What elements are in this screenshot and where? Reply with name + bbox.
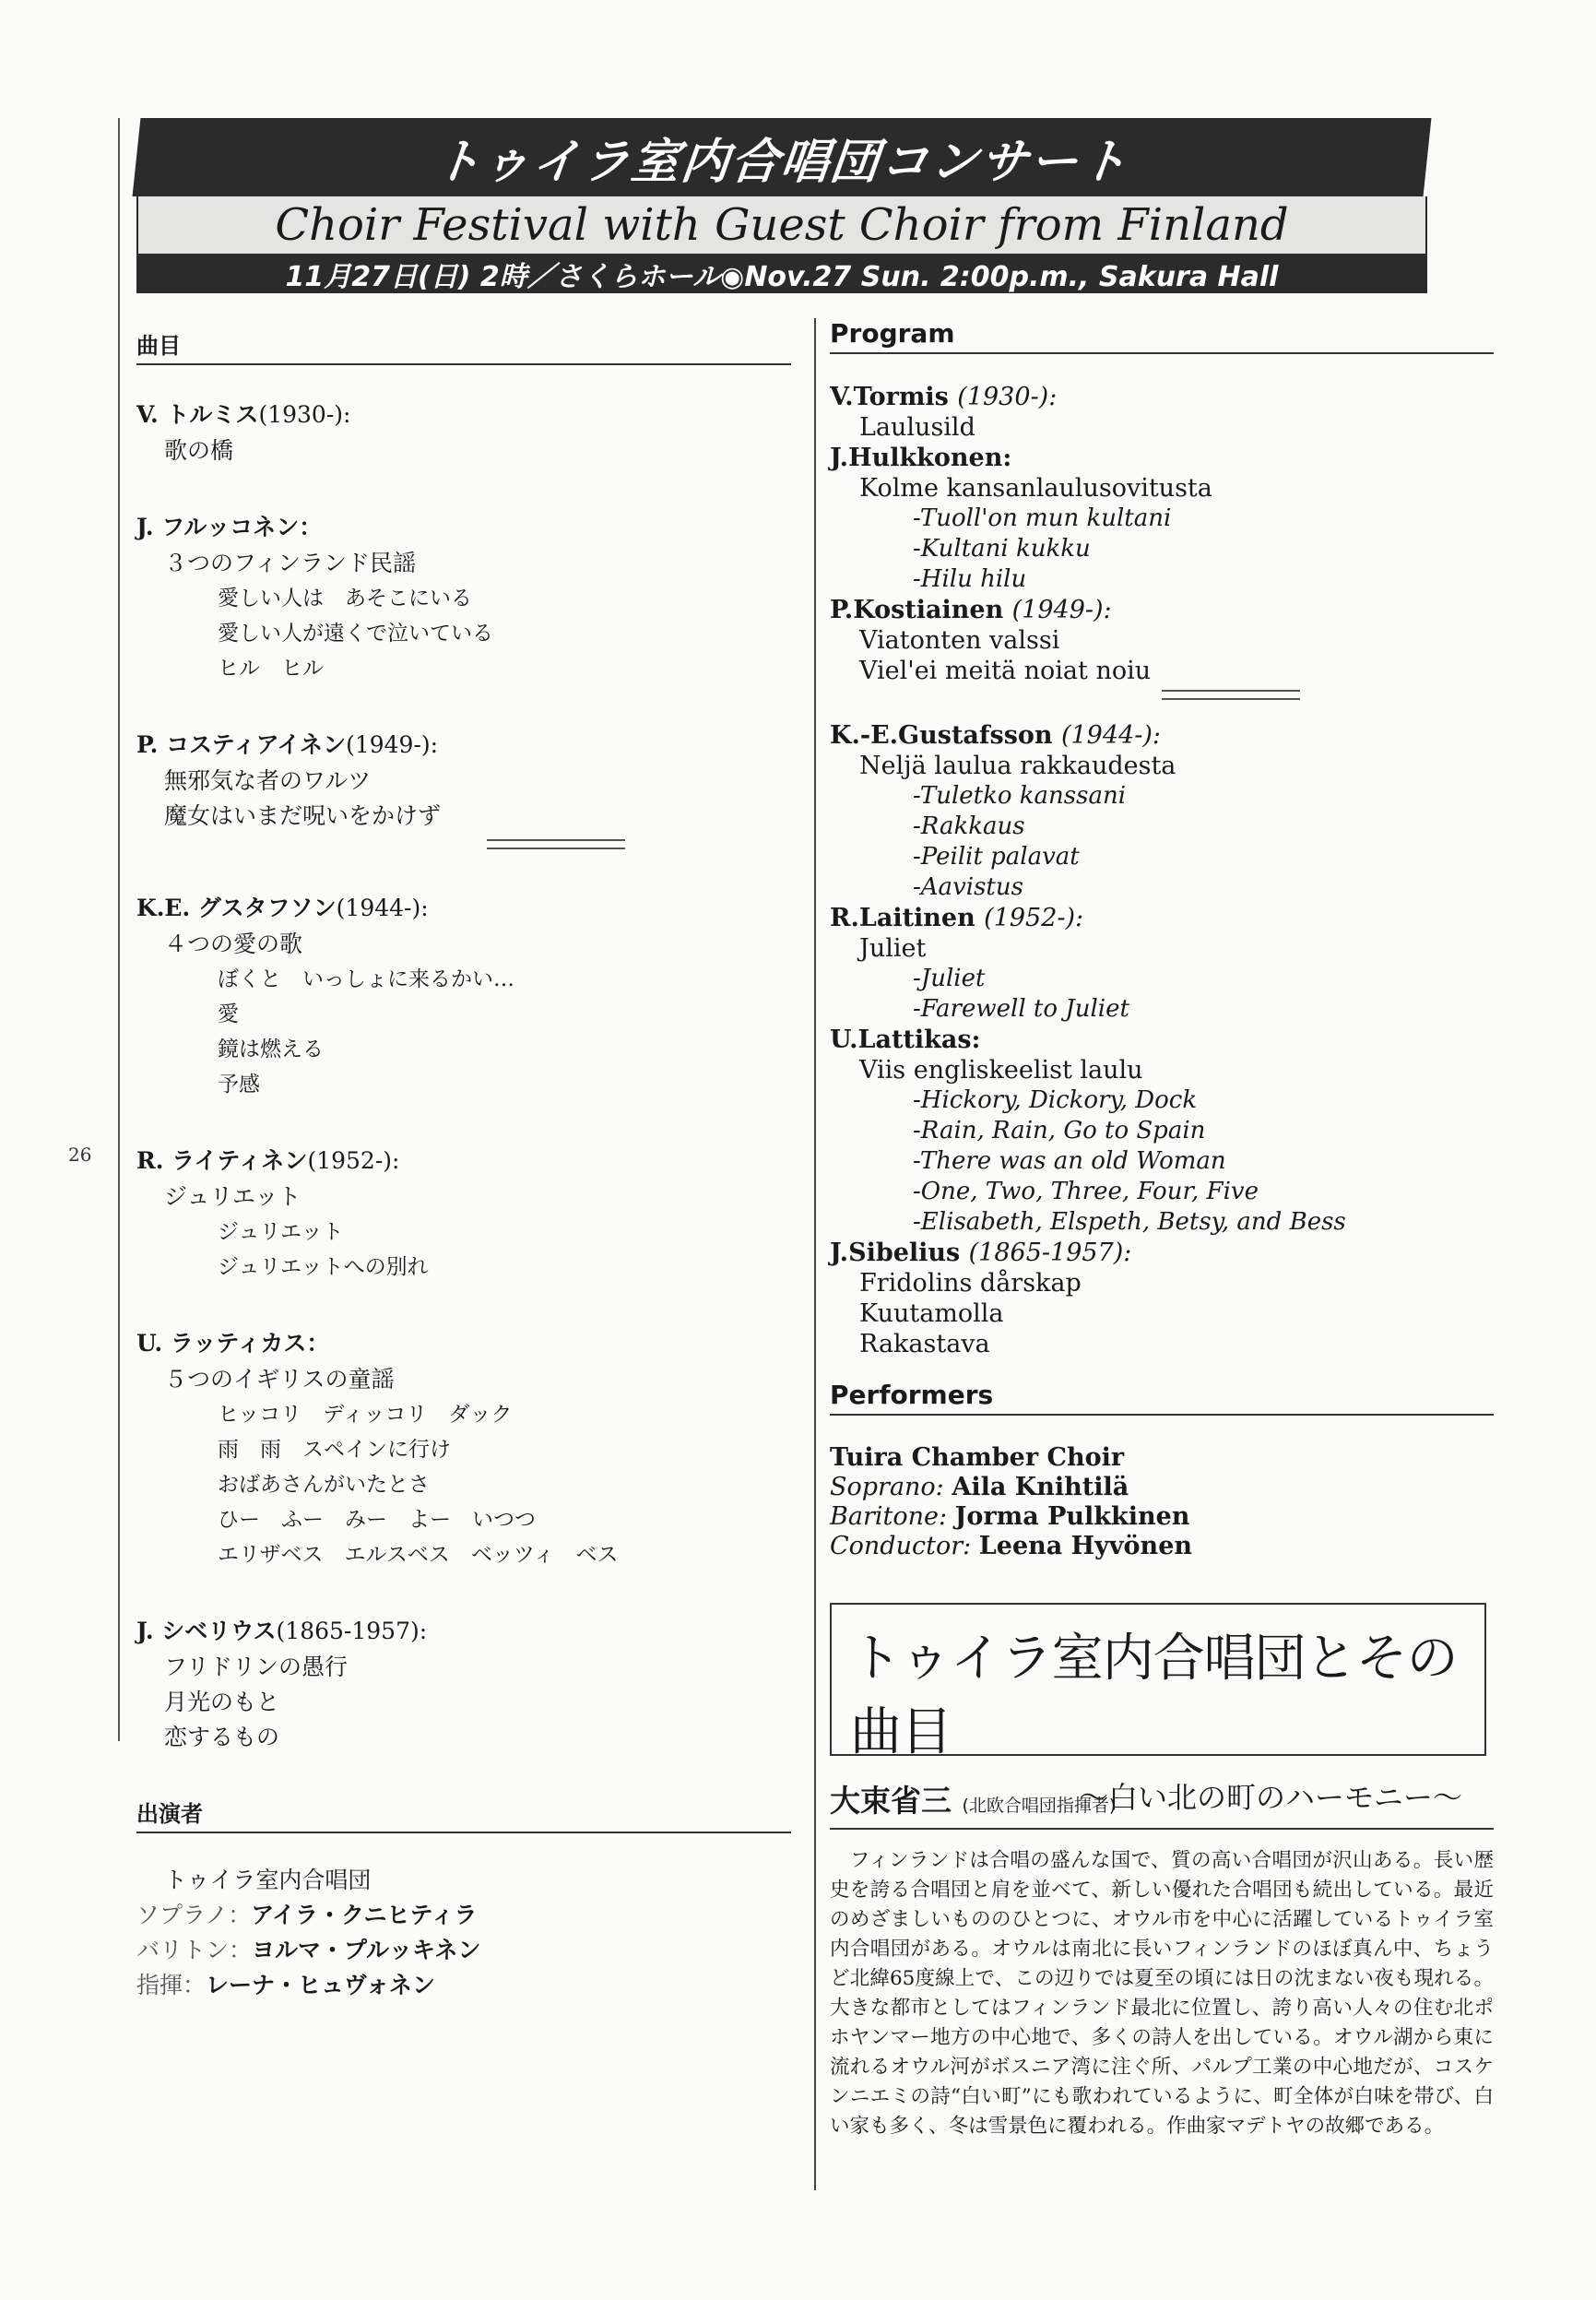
movement-title-ja: エリザベス エルスベス ベッツィ ベス [218, 1543, 619, 1567]
composer-years-en: (1949-): [1011, 596, 1112, 624]
article-subtitle: 〜白い北の町のハーモニー〜 [1078, 1780, 1462, 1815]
composer-years-ja: (1930-): [258, 401, 351, 428]
work-title-en: Laulusild [859, 413, 975, 442]
composer-name-ja: K.E. グスタフソン [136, 895, 337, 921]
work-title-en: Kolme kansanlaulusovitusta [859, 474, 1212, 503]
movement-title-en: -There was an old Woman [913, 1147, 1226, 1175]
composer-name-en: V.Tormis [830, 383, 958, 411]
composer-en [830, 382, 1494, 412]
movement-title-en: -Peilit palavat [913, 843, 1080, 871]
banner-title-ja: トゥイラ室内合唱団コンサート [430, 135, 1132, 190]
movement-title-ja: ジュリエットへの別れ [218, 1255, 429, 1279]
work-title-ja: 無邪気な者のワルツ [164, 767, 372, 794]
performer-line-en [830, 1473, 1494, 1502]
composer-ja [136, 890, 791, 927]
work-title-en: Viel'ei meitä noiat noiu [859, 657, 1152, 685]
movement-title-ja: 予感 [218, 1073, 260, 1097]
performers-heading-ja: 出演者 [136, 1796, 791, 1833]
movement-title-ja: 愛 [218, 1002, 239, 1026]
work-title-en: Neljä laulua rakkaudesta [859, 752, 1176, 780]
composer-years-en: (1865-1957): [968, 1239, 1132, 1267]
author-name: 大束省三 [830, 1783, 952, 1819]
performer-role-en: Baritone: [830, 1502, 955, 1531]
composer-en [830, 1238, 1494, 1268]
composer-name-ja: P. コスティアイネン [136, 731, 347, 758]
composer-name-en: R.Laitinen [830, 904, 985, 932]
movement-title-en: -Rain, Rain, Go to Spain [913, 1117, 1206, 1144]
double-rule [487, 839, 625, 849]
movement-title-en: -Hickory, Dickory, Dock [913, 1086, 1198, 1114]
performer-name-en: Aila Knihtilä [952, 1473, 1129, 1501]
composer-years-ja: (1944-): [336, 895, 429, 921]
movement-title-en: -Kultani kukku [913, 535, 1091, 563]
composer-ja [136, 509, 791, 546]
program-entry-ja [136, 509, 791, 686]
composer-years-ja: (1952-): [307, 1147, 400, 1174]
performer-line-en [830, 1502, 1494, 1532]
article-body: フィンランドは合唱の盛んな国で、質の高い合唱団が沢山ある。長い歴史を誇る合唱団と肩を並べて、新しい優れた合唱団も続出している。最近のめざましいもののひとつに、オウル市を中心に活躍しているトゥイラ室内合唱団がある。オウルは南北に長いフィンランドのほぼ真ん中、ちょうど北緯65度線上で、この辺りでは夏至の頃には日の沈まない夜も現れる。大きな都市としてはフィンランド最北に位置し、誇り高い人々の住む北ポホヤンマー地方の中心地で、多くの詩人を出している。オウル湖から東に流れるオウル河がボスニア湾に注ぐ所、パルプ工業の中心地だが、コスケンニエミの詩“白い町”にも歌われているように、町全体が白味を帯び、白い家も多く、冬は雪景色に覆われる。作曲家マデトヤの故郷である。 [830, 1828, 1494, 2141]
program-entry-ja [136, 1143, 791, 1285]
program-entries-en [830, 382, 1494, 1359]
composer-en [830, 443, 1494, 473]
program-entry-ja [136, 1325, 791, 1572]
work-title-ja: 歌の橋 [164, 437, 234, 464]
composer-en [830, 903, 1494, 933]
performers-list-en [830, 1473, 1494, 1561]
work-title-en: Rakastava [859, 1330, 990, 1358]
performers-list-ja [136, 1898, 791, 2003]
banner-title-en: Choir Festival with Guest Choir from Finland [275, 199, 1289, 251]
performer-role-ja: 指揮： [136, 1972, 207, 1998]
movement-title-en: -Aavistus [913, 873, 1023, 901]
performer-line-ja [136, 1898, 791, 1933]
composer-name-ja: V. トルミス [136, 401, 259, 428]
performer-line-en [830, 1532, 1494, 1561]
performer-line-ja [136, 1968, 791, 2003]
composer-name-en: P.Kostiainen [830, 596, 1012, 624]
column-divider [814, 318, 816, 2190]
program-entry-ja [136, 890, 791, 1102]
banner-date-line: 11月27日(日) 2時／さくらホール◉Nov.27 Sun. 2:00p.m., Sakura Hall [285, 260, 1279, 293]
performer-name-en: Leena Hyvönen [978, 1532, 1192, 1560]
program-entries-ja [136, 397, 791, 1755]
movement-title-ja: ヒル ヒル [218, 657, 324, 681]
composer-name-en: J.Sibelius [830, 1239, 969, 1267]
page-number: 26 [68, 1144, 92, 1166]
work-title-ja: 月光のもと [164, 1689, 280, 1715]
movement-title-ja: 愛しい人が遠くで泣いている [218, 622, 493, 646]
work-title-ja: ジュリエット [164, 1183, 301, 1210]
composer-ja [136, 1143, 791, 1180]
double-rule [1162, 690, 1300, 700]
performer-role-en: Soprano: [830, 1473, 952, 1501]
movement-title-ja: ぼくと いっしょに来るかい… [218, 967, 514, 991]
movement-title-ja: おばあさんがいたとさ [218, 1473, 430, 1497]
performer-name-ja: アイラ・クニヒティラ [251, 1902, 478, 1928]
composer-name-ja: U. ラッティカス： [136, 1330, 330, 1357]
movement-title-en: -Hilu hilu [913, 565, 1027, 593]
left-margin-rule [118, 118, 120, 1741]
composer-ja [136, 397, 791, 433]
composer-name-en: U.Lattikas: [830, 1026, 981, 1054]
work-title-ja: ５つのイギリスの童謡 [164, 1366, 395, 1393]
choir-name-ja: トゥイラ室内合唱団 [164, 1867, 372, 1893]
composer-years-ja: (1865-1957): [276, 1618, 428, 1644]
movement-title-en: -Farewell to Juliet [913, 995, 1129, 1023]
article-title: トゥイラ室内合唱団とその曲目 [850, 1629, 1458, 1762]
work-title-en: Viatonten valssi [859, 626, 1060, 655]
work-title-ja: ３つのフィンランド民謡 [164, 550, 417, 576]
movement-title-en: -Rakkaus [913, 812, 1025, 840]
article-author [830, 1777, 1116, 1820]
performer-role-ja: ソプラノ： [136, 1902, 252, 1928]
concert-banner [136, 118, 1427, 293]
movement-title-ja: 鏡は燃える [218, 1037, 324, 1061]
composer-ja [136, 1613, 791, 1650]
composer-years-en: (1930-): [957, 383, 1058, 411]
movement-title-en: -Tuletko kanssani [913, 782, 1127, 810]
work-title-en: Fridolins dårskap [859, 1269, 1082, 1298]
performer-name-ja: レーナ・ヒュヴォネン [206, 1972, 436, 1998]
composer-ja [136, 1325, 791, 1362]
work-title-en: Viis engliskeelist laulu [859, 1056, 1143, 1085]
performers-heading-en: Performers [830, 1380, 1494, 1416]
program-en [830, 318, 1494, 1561]
composer-years-en: (1944-): [1060, 721, 1161, 750]
movement-title-ja: ジュリエット [218, 1220, 344, 1244]
program-entry-ja [136, 727, 791, 849]
performer-line-ja [136, 1933, 791, 1968]
work-title-ja: ４つの愛の歌 [164, 931, 303, 957]
program-entry-ja [136, 397, 791, 468]
program-heading-ja: 曲目 [136, 327, 791, 365]
work-title-en: Juliet [859, 934, 927, 963]
movement-title-en: -Tuoll'on mun kultani [913, 504, 1172, 532]
composer-name-ja: R. ライティネン [136, 1147, 308, 1174]
program-entry-ja [136, 1613, 791, 1755]
movement-title-ja: 愛しい人は あそこにいる [218, 587, 472, 611]
composer-name-ja: J. フルッコネン： [136, 514, 323, 540]
program-ja [136, 327, 791, 2003]
performer-name-ja: ヨルマ・プルッキネン [252, 1937, 481, 1963]
composer-en [830, 720, 1494, 751]
program-heading-en: Program [830, 318, 1494, 354]
choir-name-en: Tuira Chamber Choir [830, 1443, 1125, 1472]
composer-name-en: K.-E.Gustafsson [830, 721, 1061, 750]
composer-name-en: J.Hulkkonen: [830, 444, 1012, 472]
composer-en [830, 595, 1494, 625]
movement-title-ja: ひー ふー みー よー いつつ [218, 1508, 536, 1532]
performer-name-en: Jorma Pulkkinen [954, 1502, 1190, 1531]
performer-role-en: Conductor: [830, 1532, 979, 1560]
movement-title-en: -One, Two, Three, Four, Five [913, 1178, 1259, 1205]
work-title-ja: 恋するもの [164, 1724, 280, 1750]
performer-role-ja: バリトン： [136, 1937, 253, 1963]
composer-ja [136, 727, 791, 764]
work-title-en: Kuutamolla [859, 1299, 1004, 1328]
composer-years-ja: (1949-): [346, 731, 439, 758]
author-role: (北欧合唱団指揮者) [962, 1796, 1117, 1816]
movement-title-en: -Juliet [913, 965, 986, 992]
composer-en [830, 1025, 1494, 1055]
composer-name-ja: J. シベリウス [136, 1618, 277, 1644]
composer-years-en: (1952-): [984, 904, 1084, 932]
movement-title-ja: 雨 雨 スペインに行け [218, 1438, 451, 1462]
work-title-ja: フリドリンの愚行 [164, 1654, 349, 1680]
work-title-ja: 魔女はいまだ呪いをかけず [164, 802, 442, 829]
movement-title-en: -Elisabeth, Elspeth, Betsy, and Bess [913, 1208, 1346, 1236]
movement-title-ja: ヒッコリ ディッコリ ダック [218, 1403, 513, 1427]
